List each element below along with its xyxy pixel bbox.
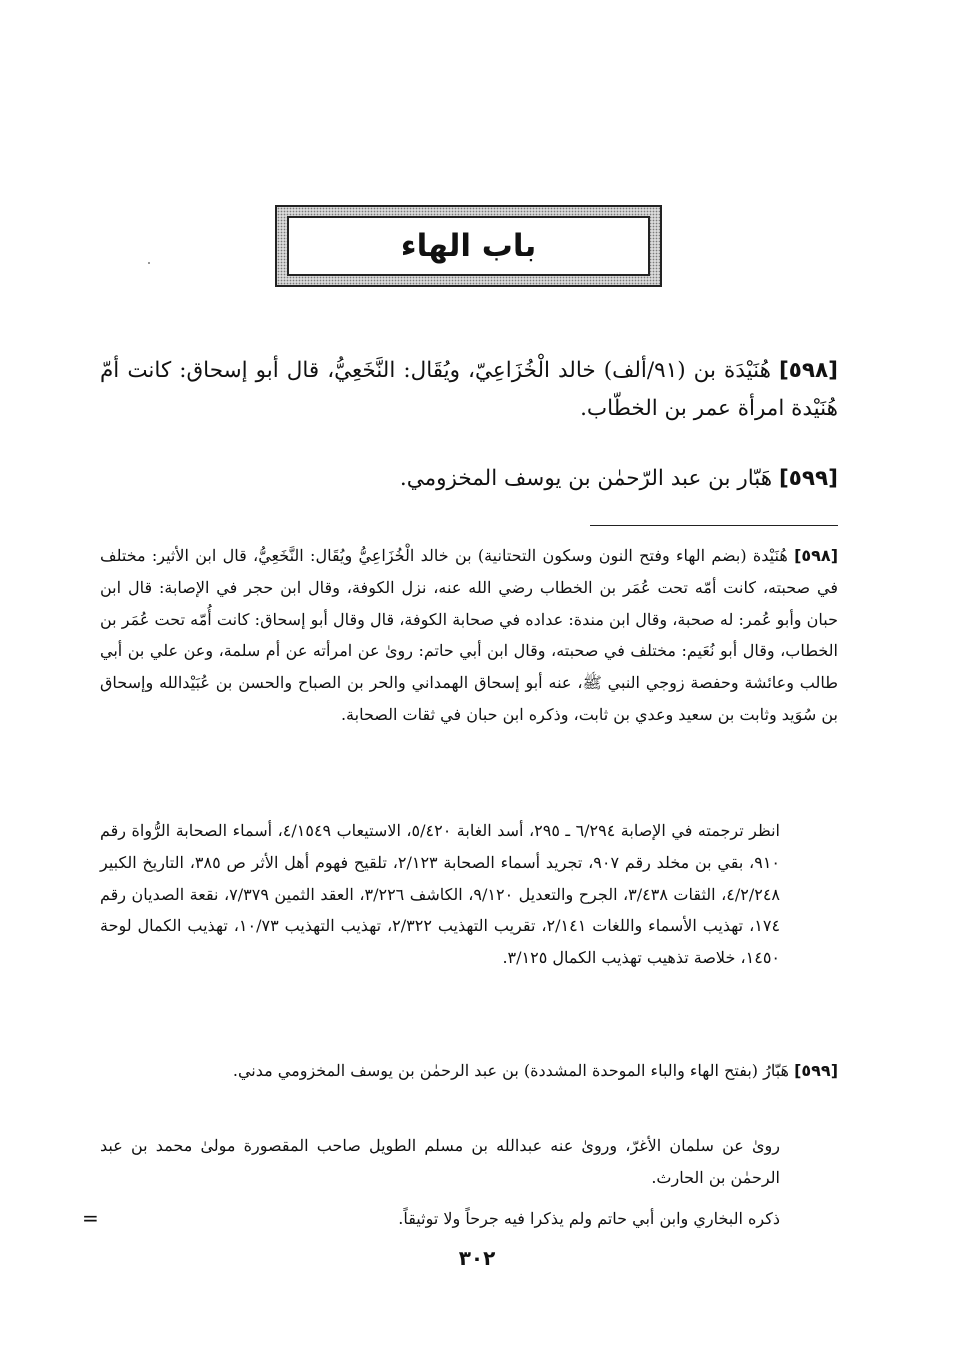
entry-598 (100, 352, 838, 428)
entry-599 (100, 460, 838, 498)
footnote-598-references (100, 815, 838, 974)
footnote-text: هُنَيْدة (بضم الهاء وفتح النون وسكون التحتانية) بن خالد الْخُزَاعِيُّ ويُقَال: النَّخَعِيُّ، قال ابن الأثير: مختلف في صحبته، كانت أمّه تحت عُمَر بن الخطاب رضي الله عنه، نزل الكوفة، وقال ابن حجر في الإصابة: قال ابن حبان وأبو عُمر: له صحبة، وقال ابن مندة: عداده في صحابة الكوفة، قال وقال أبو إسحاق: كانت أُمّه تحت عُمَر بن الخطاب، وقال أبو نُعَيم: مختلف في صحبته، وقال ابن أبي حاتم: روىٰ عن امرأته عن أم سلمة، وعن علي بن أبي طالب وعائشة وحفصة زوجي النبي ﷺ، عنه أبو إسحاق الهمداني والحر بن الصباح والحسن بن عُبَيْدالله وإسحاق بن سُوَيد وثابت بن سعيد وعدي بن ثابت، وذكره ابن حبان في ثقات الصحابة. (100, 546, 839, 724)
footnote-number: [٥٩٩] (794, 1061, 838, 1080)
footnote-text: روىٰ عن سلمان الأغرّ، وروىٰ عنه عبدالله بن مسلم الطويل صاحب المقصورة مولىٰ محمد بن عبد الرحمٰن بن الحارث. (100, 1136, 780, 1187)
entry-number: [٥٩٨] (778, 358, 838, 383)
footnote-number: [٥٩٨] (794, 546, 838, 565)
chapter-title-frame (275, 205, 662, 287)
footnote-text: ذكره البخاري وابن أبي حاتم ولم يذكرا فيه جرحاً ولا توثيقاً. (398, 1209, 780, 1228)
footnote-599-bio (100, 1055, 838, 1087)
entry-text: هَبّار بن عبد الرّحمٰن بن يوسف المخزومي. (399, 466, 773, 491)
continuation-mark: = (82, 1206, 99, 1230)
page-number: ٣٠٢ (458, 1246, 496, 1270)
scan-speck (148, 262, 150, 264)
entry-number: [٥٩٩] (778, 466, 838, 491)
footnote-598-bio (100, 540, 838, 731)
chapter-title-box (287, 216, 650, 276)
footnote-599-narration (100, 1130, 838, 1194)
footnote-text: هَبّارُ (بفتح الهاء والباء الموحدة المشددة) بن عبد الرحمٰن بن يوسف المخزومي مدني. (232, 1061, 789, 1080)
entry-text: هُنَيْدَة بن (٩١/ألف) خالد الْخُزَاعِيّ، ويُقَال: النَّخَعِيُّ، قال أبو إسحاق: كانت أمّ هُنَيْدة امرأة عمر بن الخطّاب. (100, 358, 838, 421)
footnote-divider (590, 525, 838, 526)
footnote-text: انظر ترجمته في الإصابة ٦/٢٩٤ ـ ٢٩٥، أسد الغابة ٥/٤٢٠، الاستيعاب ٤/١٥٤٩، أسماء الصحابة الرُّواة رقم ٩١٠، بقي بن مخلد رقم ٩٠٧، تجريد أسماء الصحابة ٢/١٢٣، تلقيح فهوم أهل الأثر ص ٣٨٥، التاريخ الكبير ٤/٢/٢٤٨، الثقات ٣/٤٣٨، الجرح والتعديل ٩/١٢٠، الكاشف ٣/٢٢٦، العقد الثمين ٧/٣٧٩، نقعة الصديان رقم ١٧٤، تهذيب الأسماء واللغات ٢/١٤١، تقريب التهذيب ٢/٣٢٢، تهذيب التهذيب ١٠/٧٣، تهذيب الكمال لوحة ١٤٥٠، خلاصة تذهيب تهذيب الكمال ٣/١٢٥. (100, 821, 781, 968)
chapter-title: باب الهاء (400, 228, 537, 264)
footnote-599-mention (100, 1203, 838, 1235)
